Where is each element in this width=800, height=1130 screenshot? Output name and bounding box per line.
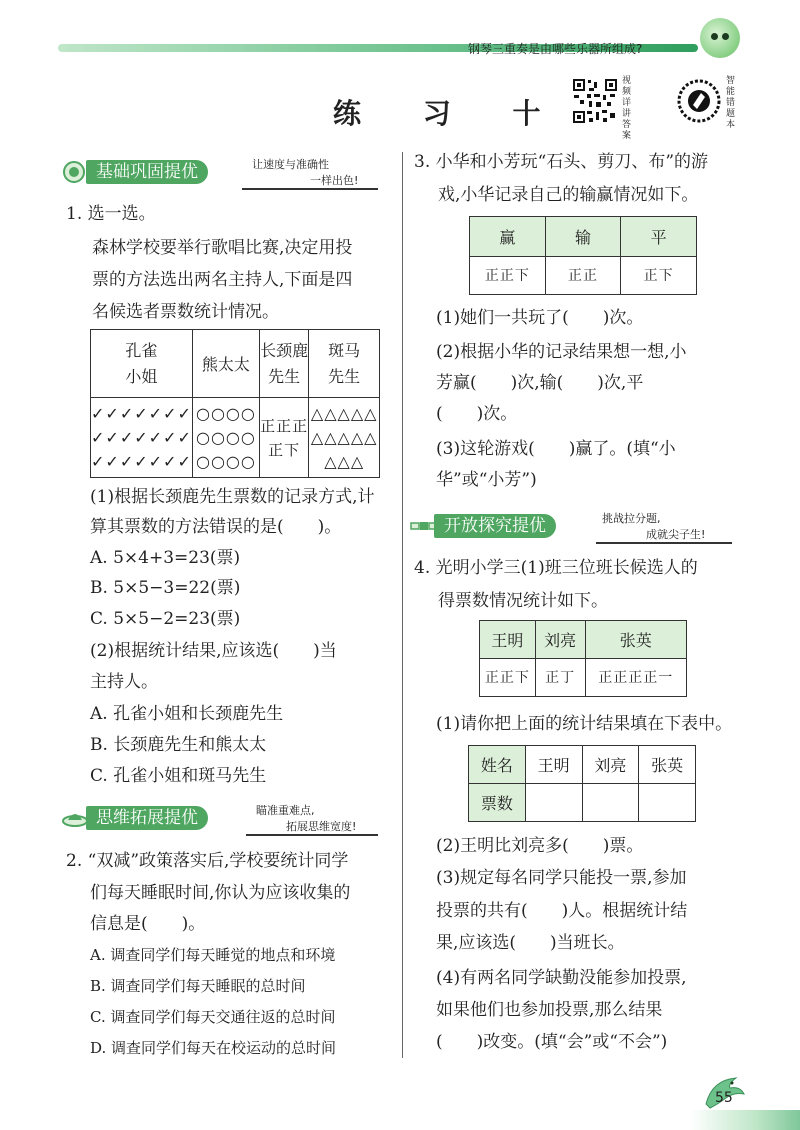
section-slogan: 拓展思维宽度! [286,820,357,833]
q4-sub4: 如果他们也参加投票,那么结果 [436,1000,663,1020]
q4-text: 得票数情况统计如下。 [438,591,608,611]
table-header-cell: 张英 [639,746,696,784]
q1-text: 票的方法选出两名主持人,下面是四 [92,270,353,290]
section-thinking [62,804,382,832]
table-header-cell: 斑马 先生 [309,330,380,398]
table-header-cell: 平 [621,217,697,257]
answer-cell[interactable] [639,784,696,822]
q2-text: 信息是( )。 [90,914,206,934]
section-title: 思维拓展提优 [86,806,208,830]
section-open [410,512,740,540]
q3-sub3: (3)这轮游戏( )赢了。(填“小 [436,439,676,459]
answer-cell[interactable] [582,784,639,822]
table-header-cell: 长颈鹿 先生 [259,330,308,398]
q3-sub1: (1)她们一共玩了( )次。 [436,308,644,328]
section-rule [596,542,732,544]
q1-title: 1. 选一选。 [66,204,156,224]
tally-cell: △△△△△ △△△△△ △△△ [309,398,380,478]
q4-sub1: (1)请你把上面的统计结果填在下表中。 [436,714,733,734]
q3-text: 戏,小华记录自己的输赢情况如下。 [438,185,699,205]
q3-title: 3. 小华和小芳玩“石头、剪刀、布”的游 [414,152,709,172]
tally-cell: 正正正正一 [585,659,686,697]
q3-sub2: (2)根据小华的记录结果想一想,小 [436,342,687,362]
page-number: 55 [715,1090,733,1106]
q1-text: 森林学校要举行歌唱比赛,决定用投 [92,238,353,258]
table-header-cell: 刘亮 [535,621,585,659]
q1-sub2-text: 主持人。 [90,672,158,692]
q4-fill-table [468,745,696,822]
section-basic [62,158,382,186]
q4-vote-table [479,620,687,697]
table-header-cell: 票数 [469,784,526,822]
q2-text: 们每天睡眠时间,你认为应该收集的 [90,883,351,903]
wrong-question-label: 智能错题本 [726,76,736,130]
q2-option-b[interactable]: B. 调查同学们每天睡眠的总时间 [90,977,306,995]
section-title: 开放探究提优 [434,514,556,538]
q1-vote-table [90,329,380,478]
page-title: 练 习 十 [333,97,567,130]
tally-cell: 正下 [621,257,697,295]
tally-cell: ○○○○ ○○○○ ○○○○ [192,398,259,478]
table-header-cell: 刘亮 [582,746,639,784]
q2-option-a[interactable]: A. 调查同学们每天睡觉的地点和环境 [90,946,336,964]
q3-sub2: 芳赢( )次,输( )次,平 [436,373,644,393]
tally-cell: 正正下 [480,659,536,697]
tally-cell: 正正正 正下 [259,398,308,478]
section-slogan: 挑战拉分题, [602,512,661,525]
qr-video-label: 视频详讲答案 [622,76,632,141]
q1-sub2-option-b[interactable]: B. 长颈鹿先生和熊太太 [90,735,267,755]
q4-sub3: (3)规定每名同学只能投一票,参加 [436,868,687,888]
q3-sub2: ( )次。 [436,404,518,424]
section-title: 基础巩固提优 [86,160,208,184]
tally-cell: ✓✓✓✓✓✓✓ ✓✓✓✓✓✓✓ ✓✓✓✓✓✓✓ [91,398,193,478]
table-header-cell: 赢 [470,217,546,257]
q1-sub2-option-a[interactable]: A. 孔雀小姐和长颈鹿先生 [90,704,284,724]
table-header-cell: 姓名 [469,746,526,784]
answer-cell[interactable] [525,784,582,822]
q1-sub2-text: (2)根据统计结果,应该选( )当 [90,641,337,661]
wrong-question-qr-icon[interactable] [676,78,722,124]
header-question: 钢琴三重奏是由哪些乐器所组成? [468,42,643,56]
q4-sub3: 投票的共有( )人。根据统计结 [436,901,688,921]
section-slogan: 让速度与准确性 [252,158,329,171]
table-header-cell: 输 [545,217,621,257]
q3-sub3: 华”或“小芳”) [436,470,537,490]
tally-cell: 正正 [545,257,621,295]
q2-option-d[interactable]: D. 调查同学们每天在校运动的总时间 [90,1039,337,1057]
q4-title: 4. 光明小学三(1)班三位班长候选人的 [414,558,698,578]
column-divider [402,152,403,1058]
table-header-cell: 张英 [585,621,686,659]
table-header-cell: 王明 [480,621,536,659]
q4-sub3: 果,应该选( )当班长。 [436,933,625,953]
q1-sub1-option-a[interactable]: A. 5×4+3=23(票) [90,548,241,568]
robot-mascot-icon [700,18,740,58]
section-slogan: 成就尖子生! [646,528,706,541]
tally-cell: 正丁 [535,659,585,697]
q2-title: 2. “双减”政策落实后,学校要统计同学 [66,851,349,871]
table-header-cell: 熊太太 [192,330,259,398]
section-slogan: 瞄准重难点, [256,804,315,817]
q4-sub4: ( )改变。(填“会”或“不会”) [436,1032,668,1052]
table-header-cell: 王明 [525,746,582,784]
q1-sub1-option-c[interactable]: C. 5×5−2=23(票) [90,609,241,629]
q2-option-c[interactable]: C. 调查同学们每天交通往返的总时间 [90,1008,336,1026]
q1-text: 名候选者票数统计情况。 [92,302,279,322]
q1-sub1-option-b[interactable]: B. 5×5−3=22(票) [90,578,241,598]
q1-sub1-text: (1)根据长颈鹿先生票数的记录方式,计 [90,487,375,507]
q3-result-table [469,216,697,295]
q1-sub1-text: 算其票数的方法错误的是( )。 [90,517,342,537]
table-header-cell: 孔雀 小姐 [91,330,193,398]
q1-sub2-option-c[interactable]: C. 孔雀小姐和斑马先生 [90,766,267,786]
section-rule [246,834,378,836]
q4-sub4: (4)有两名同学缺勤没能参加投票, [436,968,687,988]
section-rule [242,188,378,190]
qr-code-icon[interactable] [572,78,618,124]
q4-sub2: (2)王明比刘亮多( )票。 [436,836,644,856]
section-slogan: 一样出色! [310,174,359,187]
tally-cell: 正正下 [470,257,546,295]
